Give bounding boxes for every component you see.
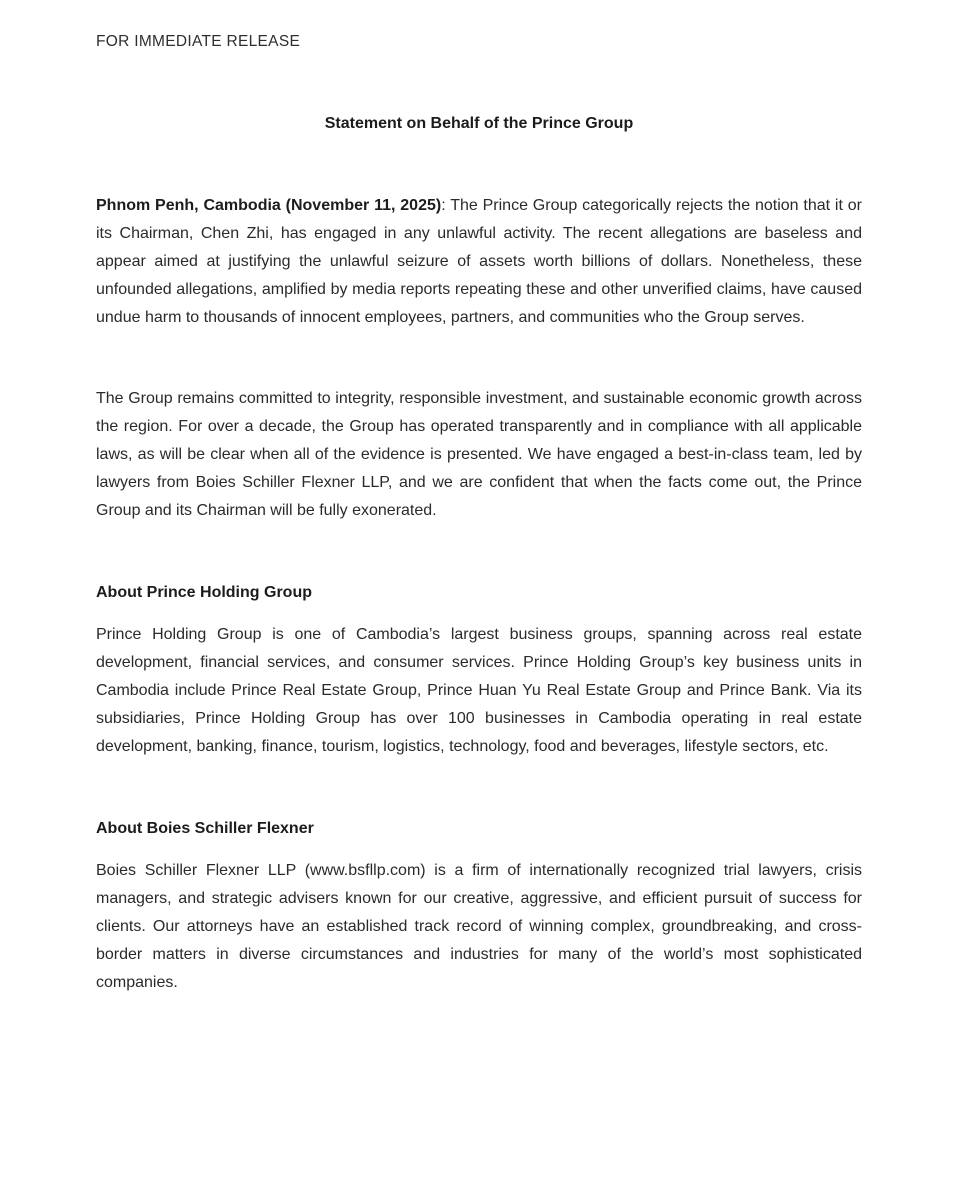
document-title: Statement on Behalf of the Prince Group bbox=[324, 115, 634, 132]
paragraph-about-boies-schiller-flexner: Boies Schiller Flexner LLP (www.bsfllp.com) is a firm of internationally recognized trial lawyers, crisis managers, and strategic advisers known for our creative, aggressive, and efficient pursuit of success for clients. Our attorneys have an established track record of winning complex, groundbreaking, and cross-border matters in diverse circumstances and industries for many of the world’s most sophisticated companies. bbox=[96, 862, 862, 991]
release-line: FOR IMMEDIATE RELEASE bbox=[96, 33, 301, 50]
paragraph-statement-text: : The Prince Group categorically rejects the notion that it or its Chairman, Chen Zhi, has engaged in any unlawful activity. The recent allegations are baseless and appear aimed at justifying the unlawful seizure of assets worth billions of dollars. Nonetheless, these unfounded allegations, amplified by media reports repeating these and other unverified claims, have caused undue harm to thousands of innocent employees, partners, and communities who the Group serves. bbox=[96, 197, 862, 326]
paragraph-statement bbox=[96, 192, 862, 332]
paragraph-commitment: The Group remains committed to integrity, responsible investment, and sustainable economic growth across the region. For over a decade, the Group has operated transparently and in compliance with all applicable laws, as will be clear when all of the evidence is presented. We have engaged a best-in-class team, led by lawyers from Boies Schiller Flexner LLP, and we are confident that when the facts come out, the Prince Group and its Chairman will be fully exonerated. bbox=[96, 390, 862, 519]
heading-about-prince-holding-group: About Prince Holding Group bbox=[96, 584, 312, 601]
dateline-bold: Phnom Penh, Cambodia (November 11, 2025) bbox=[96, 197, 442, 214]
heading-about-boies-schiller-flexner: About Boies Schiller Flexner bbox=[96, 820, 314, 837]
paragraph-about-prince-holding-group: Prince Holding Group is one of Cambodia’s largest business groups, spanning across real estate development, financial services, and consumer services. Prince Holding Group’s key business units in Cambodia include Prince Real Estate Group, Prince Huan Yu Real Estate Group and Prince Bank. Via its subsidiaries, Prince Holding Group has over 100 businesses in Cambodia operating in real estate development, banking, finance, tourism, logistics, technology, food and beverages, lifestyle sectors, etc. bbox=[96, 626, 862, 755]
